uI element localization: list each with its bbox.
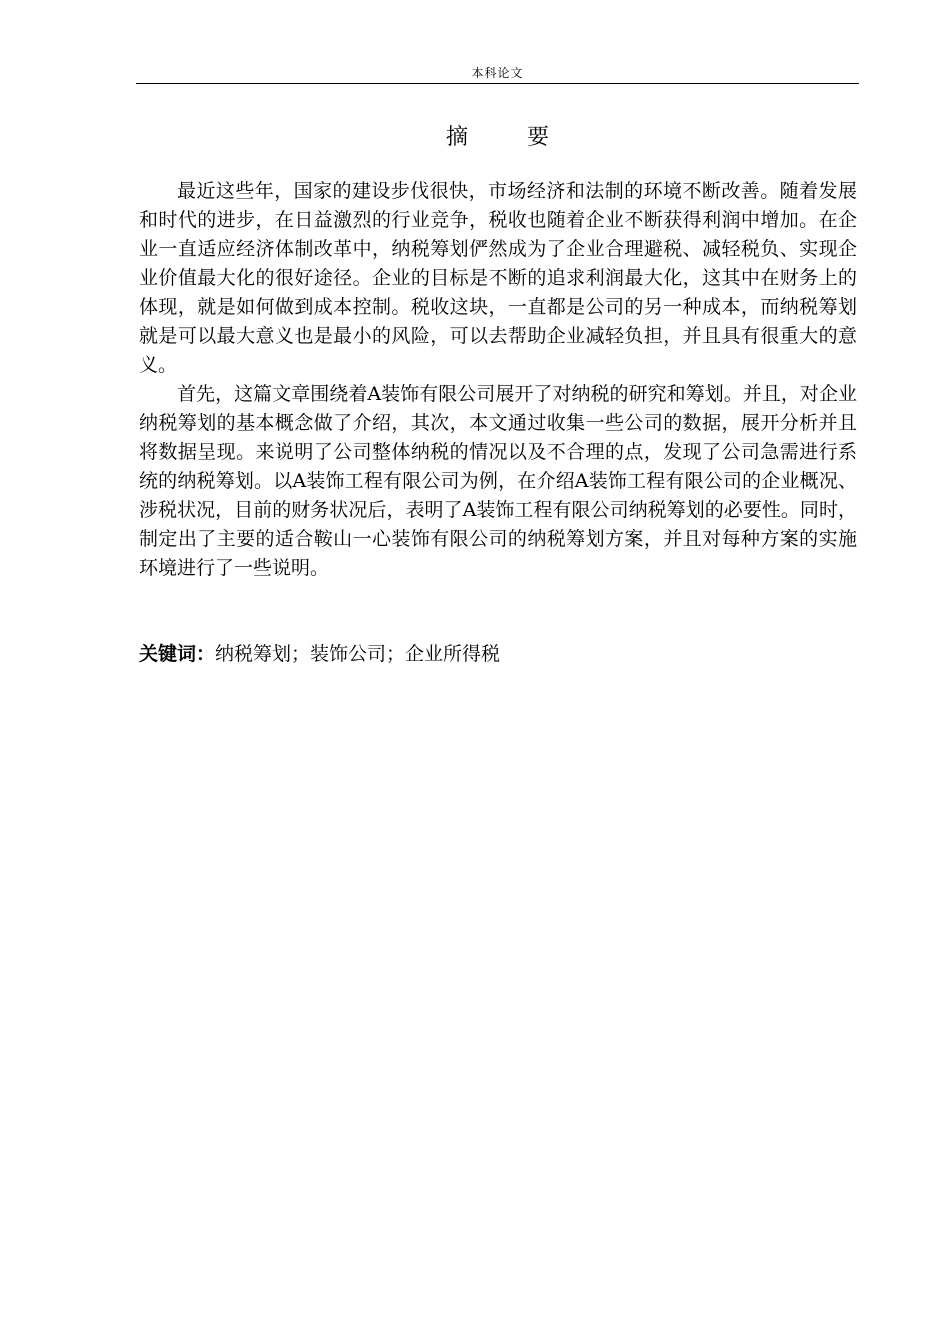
abstract-title: 摘 要 bbox=[446, 125, 575, 150]
keywords-value: 纳税筹划；装饰公司；企业所得税 bbox=[215, 643, 501, 665]
keywords-line bbox=[139, 640, 857, 669]
running-header: 本科论文 bbox=[471, 66, 524, 80]
abstract-paragraph-1: 最近这些年，国家的建设步伐很快，市场经济和法制的环境不断改善。随着发展和时代的进步，在日益激烈的行业竞争，税收也随着企业不断获得利润中增加。在企业一直适应经济体制改革中，纳税筹划俨然成为了企业合理避税、减轻税负、实现企业价值最大化的很好途径。企业的目标是不断的追求利润最大化，这其中在财务上的体现，就是如何做到成本控制。税收这块，一直都是公司的另一种成本，而纳税筹划就是可以最大意义也是最小的风险，可以去帮助企业减轻负担，并且具有很重大的意义。 bbox=[139, 180, 857, 376]
keywords-label: 关键词： bbox=[139, 643, 216, 665]
abstract-body bbox=[139, 177, 857, 583]
abstract-paragraph-2: 首先，这篇文章围绕着A装饰有限公司展开了对纳税的研究和筹划。并且，对企业纳税筹划的基本概念做了介绍，其次，本文通过收集一些公司的数据，展开分析并且将数据呈现。来说明了公司整体纳税的情况以及不合理的点，发现了公司急需进行系统的纳税筹划。以A装饰工程有限公司为例，在介绍A装饰工程有限公司的企业概况、涉税状况，目前的财务状况后，表明了A装饰工程有限公司纳税筹划的必要性。同时，制定出了主要的适合鞍山一心装饰有限公司的纳税筹划方案，并且对每种方案的实施环境进行了一些说明。 bbox=[139, 383, 857, 579]
header-divider bbox=[136, 83, 859, 84]
